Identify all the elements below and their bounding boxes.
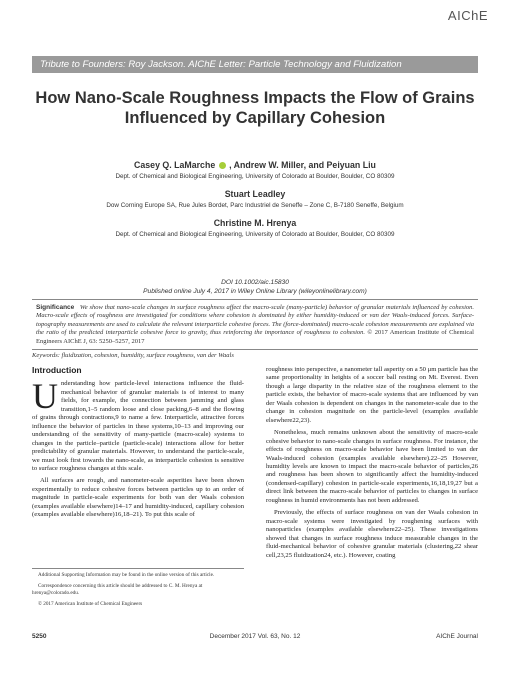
section-banner: Tribute to Founders: Roy Jackson. AIChE Letter: Particle Technology and Fluidization xyxy=(32,56,478,73)
publication-info xyxy=(32,278,478,296)
drop-cap: U xyxy=(32,376,58,417)
affiliation-3: Dept. of Chemical and Biological Engineering, University of Colorado at Boulder, Boulder, CO 80309 xyxy=(115,231,395,238)
intro-paragraph-5: Previously, the effects of surface roughness on van der Waals cohesion in macro-scale systems were investigated by roughening surfaces with nanoparticles (examples available elsewhere22–25). These investigations showed that changes in surface roughness induce measurable changes in the fluid-mechanical behavior of cohesive granular materials (clustering,22 shear cell,23,25 fluidization24, etc.). However, coating xyxy=(266,509,478,559)
intro-paragraph-1 xyxy=(32,376,244,473)
article-title: How Nano-Scale Roughness Impacts the Flow of Grains Influenced by Capillary Cohesion xyxy=(35,89,475,127)
left-column xyxy=(32,366,244,524)
orcid-icon[interactable] xyxy=(219,162,226,169)
intro-paragraph-1-text: nderstanding how particle-level interactions influence the fluid-mechanical behavior of granular materials is of interest to many fields, for example, the connection between jamming and glass transition,1–5 random loose and close packing,6–8 and the flowing of grains through contractions,9 to name a few. Interparticle, attractive forces influence the behavior of particles in these systems,10–13 and improving our understanding of the sensitivity of many-particle (macro-scale) systems to changes in the particle–particle (particle-scale) interactions allow for better predictability of granular materials. However, to understand the particle-scale, we must look first towards the nano-scale, as interparticle cohesion is sensitive to surface roughness changes at this scale. xyxy=(32,380,244,472)
page-footer xyxy=(32,633,478,643)
footnote-copyright: © 2017 American Institute of Chemical Engineers xyxy=(38,601,143,607)
intro-paragraph-3: roughness into perspective, a nanometer tall asperity on a 50 μm particle has the same proportionality in heights of a soccer ball resting on Mt. Everest. Even though a large disparity in the relative size of the roughness element to the particle exists, the behavior of macro-scale systems that are influenced by van der Waals cohesion is dependent on changes in the nanometer-scale due to the change in cohesion magnitude on the particle-level (examples available elsewhere22,23). xyxy=(266,366,478,424)
footnote-supporting-info: Additional Supporting Information may be found in the online version of this article. xyxy=(38,572,215,578)
abstract-copyright: © 2017 American Institute of Chemical Engineers AIChE J, 63: 5250–5257, 2017 xyxy=(36,329,474,345)
footnotes xyxy=(32,568,244,612)
affiliation-1: Dept. of Chemical and Biological Engineering, University of Colorado at Boulder, Boulder, CO 80309 xyxy=(115,173,395,180)
journal-logo: AIChE xyxy=(447,8,488,23)
author-line-2: Stuart Leadley xyxy=(224,189,286,199)
intro-paragraph-4: Nonetheless, much remains unknown about the sensitivity of macro-scale cohesive behavior to nano-scale changes in surface roughness. For instance, the effects of roughness on macro-scale behavior have been limited to van der Waals-induced cohesion (examples available elsewhere).22–25 However, humidity levels are known to impact the macro-scale behavior of particles,26 and roughness has been shown to significantly affect the humidity-induced (condensed-capillary) cohesion in particle-scale experiments,16,18,19,27 but a direct link between the macro-scale behavior of particles to changes in surface roughness in humid environments has not been addressed. xyxy=(266,429,478,504)
page-number: 5250 xyxy=(32,633,47,640)
intro-paragraph-2: All surfaces are rough, and nanometer-scale asperities have been shown experimentally to reduce cohesive forces between particles up to an order of magnitude in particle-scale experiments for both van der Waals cohesion (examples available elsewhere)14–17 and humidity-induced, capillary cohesion (examples available elsewhere)16,18–21). To put this scale of xyxy=(32,477,244,519)
author-name: Casey Q. LaMarche xyxy=(134,160,216,170)
doi[interactable]: DOI 10.1002/aic.15830 xyxy=(221,279,289,286)
abstract-label: Significance xyxy=(36,304,75,311)
section-heading-introduction: Introduction xyxy=(32,365,82,375)
issue-info: December 2017 Vol. 63, No. 12 xyxy=(209,633,301,640)
author-names: , Andrew W. Miller, and Peiyuan Liu xyxy=(229,160,376,170)
right-column xyxy=(266,366,478,564)
significance-abstract xyxy=(32,299,478,350)
footnote-correspondence: Correspondence concerning this article should be addressed to C. M. Hrenya at hrenya@colorado.edu. xyxy=(32,583,203,596)
abstract-text: We show that nano-scale changes in surface roughness affect the macro-scale (many-particle) behavior of granular materials influenced by cohesion. Macro-scale effects of roughness are investigated for conditions where cohesion is dominated by either humidity-induced or van der Waals-induced forces. Surface-topography measurements are used to calculate the relevant interparticle cohesive forces. The (force-dominated) macro-scale cohesion measurements are explained via the ratio of the predicted interparticle cohesive force to gravity, thus reinforcing the importance of roughness to cohesion. xyxy=(36,304,475,337)
keywords: Keywords: fluidization, cohesion, humidity, surface roughness, van der Waals xyxy=(32,352,234,359)
author-line-1 xyxy=(32,160,478,170)
journal-name: AIChE Journal xyxy=(436,633,478,640)
author-line-3: Christine M. Hrenya xyxy=(213,218,297,228)
affiliation-2: Dow Corning Europe SA, Rue Jules Bordet, Parc Industriel de Seneffe – Zone C, B-7180 Seneffe, Belgium xyxy=(106,202,404,209)
published-online: Published online July 4, 2017 in Wiley Online Library (wileyonlinelibrary.com) xyxy=(143,288,367,295)
